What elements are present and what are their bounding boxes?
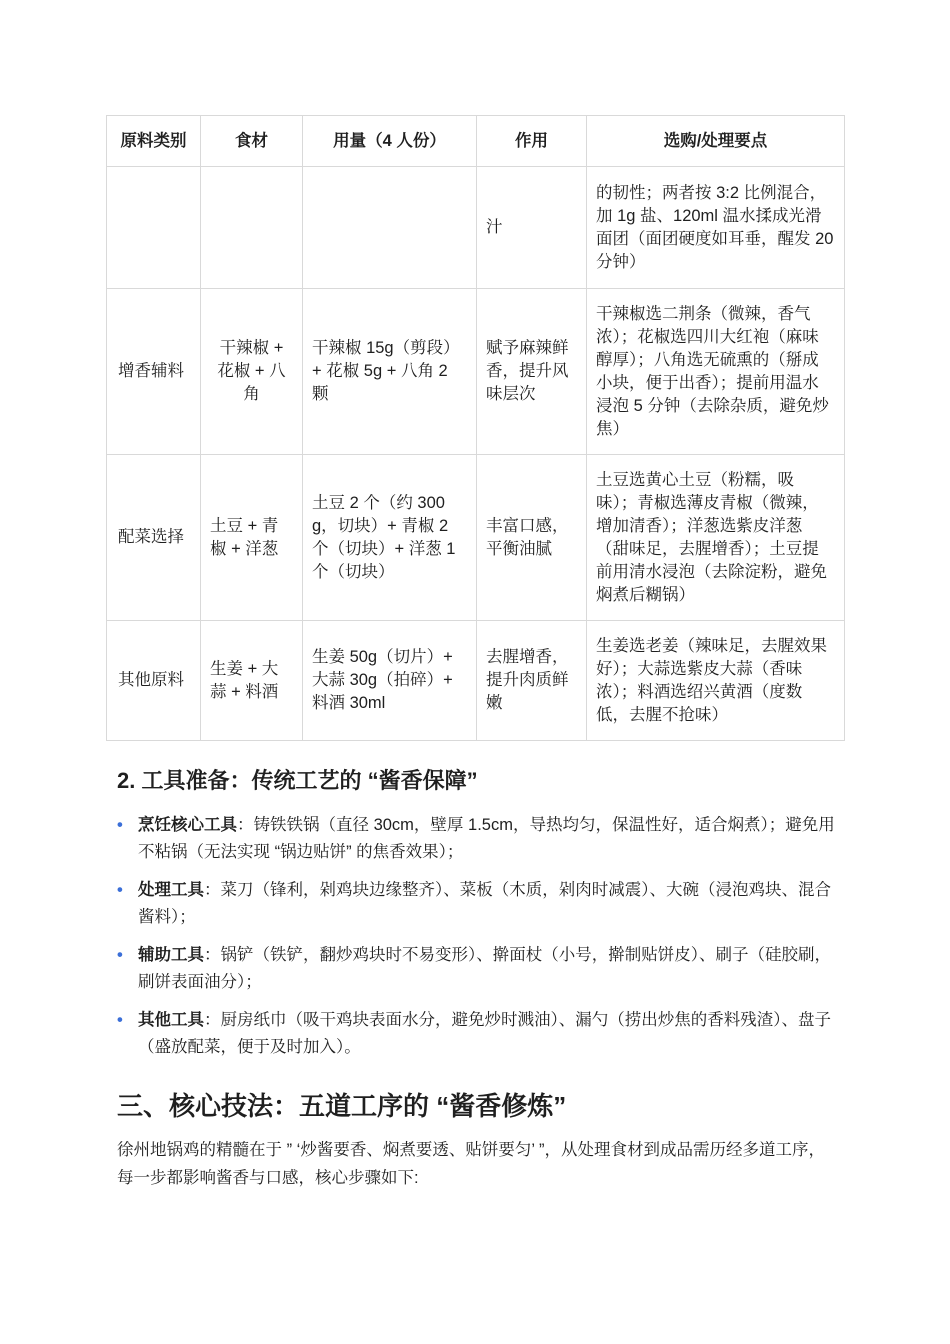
list-item-text: ：厨房纸巾（吸干鸡块表面水分，避免炒时溅油）、漏勺（捞出炒焦的香料残渣）、盘子（盛放配菜，便于及时加入）。: [138, 1011, 831, 1056]
cell-tips: 生姜选老姜（辣味足，去腥效果好）；大蒜选紫皮大蒜（香味浓）；料酒选绍兴黄酒（度数低，去腥不抢味）: [587, 621, 845, 741]
header-category: 原料类别: [107, 116, 201, 167]
cell-purpose: 汁: [477, 167, 587, 289]
header-purpose: 作用: [477, 116, 587, 167]
bullet-icon: •: [117, 816, 123, 834]
cell-purpose: 赋予麻辣鲜香，提升风味层次: [477, 289, 587, 455]
cell-amount: 土豆 2 个（约 300g，切块）+ 青椒 2 个（切块）+ 洋葱 1 个（切块）: [303, 455, 477, 621]
cell-ingredient: 生姜 + 大蒜 + 料酒: [201, 621, 303, 741]
header-tips: 选购/处理要点: [587, 116, 845, 167]
bullet-icon: •: [117, 881, 123, 899]
table-header-row: [107, 116, 845, 167]
list-item-text: ：铸铁铁锅（直径 30cm，壁厚 1.5cm，导热均匀，保温性好，适合焖煮）；避免用不粘锅（无法实现 “锅边贴饼” 的焦香效果）；: [138, 816, 835, 861]
cell-amount: 生姜 50g（切片）+ 大蒜 30g（拍碎）+ 料酒 30ml: [303, 621, 477, 741]
table-row: [107, 621, 845, 741]
list-item-label: 其他工具: [138, 1011, 204, 1029]
intro-paragraph: 徐州地锅鸡的精髓在于 ” ‘炒酱要香、焖煮要透、贴饼要匀’ ”，从处理食材到成品需历经多道工序，每一步都影响酱香与口感，核心步骤如下:: [117, 1141, 825, 1187]
tools-list: [117, 812, 837, 1072]
bullet-icon: •: [117, 946, 123, 964]
header-ingredient: 食材: [201, 116, 303, 167]
list-item-text: ：锅铲（铁铲，翻炒鸡块时不易变形）、擀面杖（小号，擀制贴饼皮）、刷子（硅胶刷，刷饼表面油分）；: [138, 946, 831, 991]
cell-amount: [303, 167, 477, 289]
cell-ingredient: 土豆 + 青椒 + 洋葱: [201, 455, 303, 621]
list-item: [117, 1007, 837, 1061]
list-item: [117, 877, 837, 931]
header-amount: 用量（4 人份）: [303, 116, 477, 167]
cell-tips: 干辣椒选二荆条（微辣，香气浓）；花椒选四川大红袍（麻味醇厚）；八角选无硫熏的（掰成小块，便于出香）；提前用温水浸泡 5 分钟（去除杂质，避免炒焦）: [587, 289, 845, 455]
cell-category: 增香辅料: [107, 289, 201, 455]
list-item-label: 处理工具: [138, 881, 204, 899]
cell-tips: 的韧性；两者按 3:2 比例混合，加 1g 盐、120ml 温水揉成光滑面团（面团硬度如耳垂，醒发 20 分钟）: [587, 167, 845, 289]
table-row: [107, 289, 845, 455]
section-heading-techniques: 三、核心技法：五道工序的 “酱香修炼”: [117, 1091, 567, 1121]
cell-tips: 土豆选黄心土豆（粉糯，吸味）；青椒选薄皮青椒（微辣，增加清香）；洋葱选紫皮洋葱（甜味足，去腥增香）；土豆提前用清水浸泡（去除淀粉，避免焖煮后糊锅）: [587, 455, 845, 621]
section-heading-tools: 2. 工具准备：传统工艺的 “酱香保障”: [117, 768, 478, 793]
ingredients-table: [106, 115, 845, 741]
cell-purpose: 丰富口感，平衡油腻: [477, 455, 587, 621]
list-item-label: 辅助工具: [138, 946, 204, 964]
list-item: [117, 942, 837, 996]
bullet-icon: •: [117, 1011, 123, 1029]
cell-purpose: 去腥增香，提升肉质鲜嫩: [477, 621, 587, 741]
cell-amount: 干辣椒 15g（剪段）+ 花椒 5g + 八角 2 颗: [303, 289, 477, 455]
table-row: [107, 455, 845, 621]
cell-category: 其他原料: [107, 621, 201, 741]
cell-category: 配菜选择: [107, 455, 201, 621]
cell-ingredient: 干辣椒 + 花椒 + 八角: [201, 289, 303, 455]
list-item-text: ：菜刀（锋利，剁鸡块边缘整齐）、菜板（木质，剁肉时减震）、大碗（浸泡鸡块、混合酱料）；: [138, 881, 831, 926]
list-item-label: 烹饪核心工具: [138, 816, 237, 834]
cell-ingredient: [201, 167, 303, 289]
cell-category: [107, 167, 201, 289]
table-row: [107, 167, 845, 289]
list-item: [117, 812, 837, 866]
